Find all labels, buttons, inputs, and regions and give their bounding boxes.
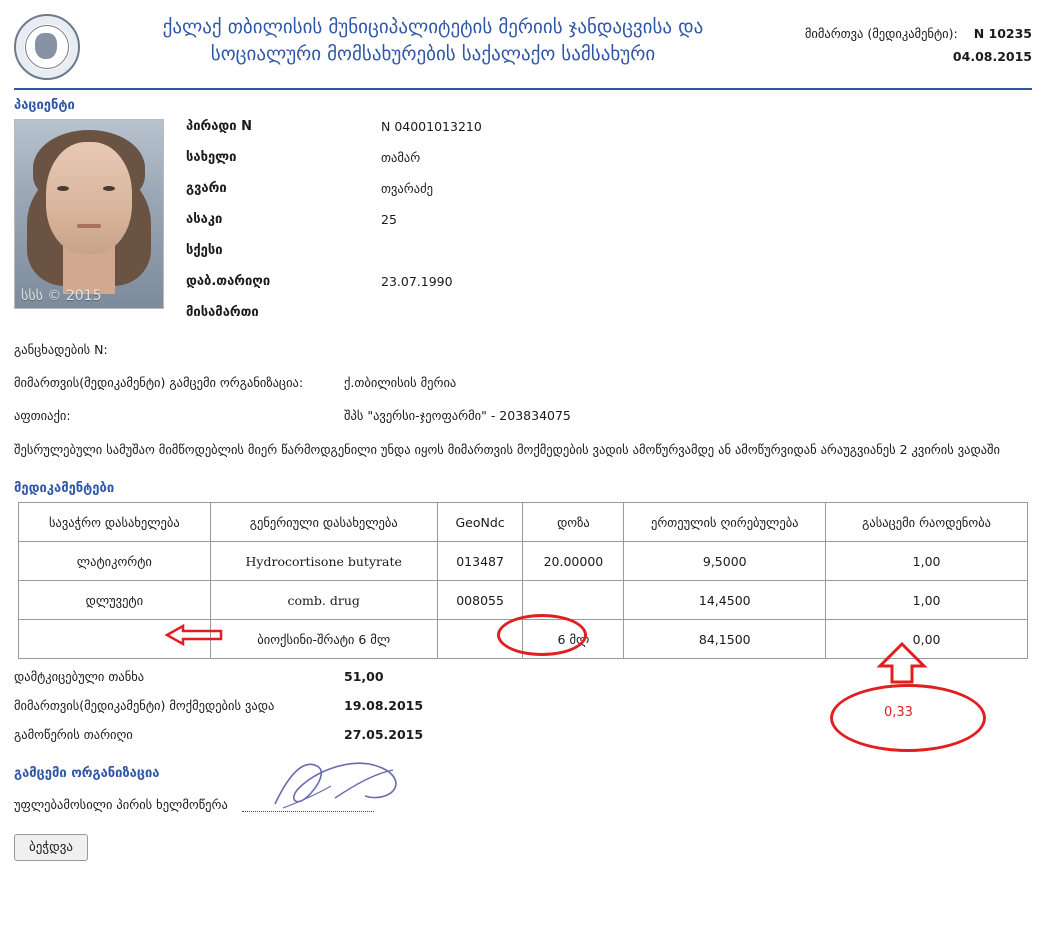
field-value: თამარ	[381, 150, 421, 165]
field-label: ასაკი	[186, 212, 223, 227]
column-header-geondc: GeoNdc	[437, 503, 523, 542]
column-header-unit-price: ერთეულის ღირებულება	[624, 503, 826, 542]
field-label: დაბ.თარიღი	[186, 274, 271, 289]
table-header-row	[19, 503, 1028, 542]
patient-section-title: პაციენტი	[14, 98, 75, 113]
patient-field-sex	[186, 243, 1046, 274]
total-row-approved-amount	[14, 669, 1046, 684]
document-title-line-2: სოციალური მომსახურების საქალაქო სამსახური	[210, 43, 656, 65]
field-value: 23.07.1990	[381, 274, 453, 289]
column-header-trade-name: სავაჭრო დასახელება	[19, 503, 211, 542]
issuer-section	[14, 766, 1046, 812]
patient-photo	[14, 119, 164, 309]
reference-label: მიმართვა (მედიკამენტი):	[804, 26, 958, 41]
cell-geondc: 013487	[437, 542, 523, 581]
cell-quantity: 0,00	[826, 620, 1028, 659]
header-divider	[14, 88, 1032, 90]
totals-block	[14, 669, 1046, 742]
cell-generic-name: ბიოქსინი-შრატი 6 მლ	[210, 620, 437, 659]
total-label: მიმართვის(მედიკამენტი) მოქმედების ვადა	[14, 698, 275, 713]
field-value: თვარაძე	[381, 181, 433, 196]
cell-geondc: 008055	[437, 581, 523, 620]
cell-trade-name: დლუვეტი	[19, 581, 211, 620]
print-button[interactable]: ბეჭდვა	[14, 834, 88, 861]
field-label: სქესი	[186, 243, 223, 258]
meta-row-pharmacy	[14, 408, 1046, 423]
meta-row-issuing-organization	[14, 375, 1046, 390]
meta-label: აფთიაქი:	[14, 408, 71, 423]
application-meta	[14, 342, 1046, 423]
total-label: გამოწერის თარიღი	[14, 727, 133, 742]
submission-note: შესრულებული სამუშაო მიმწოდებლის მიერ წარმოდგენილი უნდა იყოს მიმართვის მოქმედების ვადის ამოწურვამდე ან ამოწურვიდან არაუგვიანეს 2 კვირის ვადაში	[14, 442, 1000, 457]
cell-dose: 6 მლ	[523, 620, 624, 659]
photo-watermark: სსს © 2015	[21, 288, 102, 304]
document-date: 04.08.2015	[952, 49, 1032, 64]
column-header-quantity: გასაცემი რაოდენობა	[826, 503, 1028, 542]
meta-value: შპს "ავერსი-ჯეოფარმი" - 203834075	[344, 408, 571, 423]
column-header-dose: დოზა	[523, 503, 624, 542]
issuer-section-title: გამცემი ორგანიზაცია	[14, 766, 160, 781]
field-label: მისამართი	[186, 305, 259, 320]
cell-generic-name: Hydrocortisone butyrate	[210, 542, 437, 581]
field-value: N 04001013210	[381, 119, 482, 134]
meta-row-application-number	[14, 342, 1046, 357]
total-row-issue-date	[14, 727, 1046, 742]
patient-field-first-name	[186, 150, 1046, 181]
table-row	[19, 542, 1028, 581]
cell-quantity: 1,00	[826, 542, 1028, 581]
cell-quantity: 1,00	[826, 581, 1028, 620]
field-label: გვარი	[186, 181, 227, 196]
patient-field-age	[186, 212, 1046, 243]
cell-unit-price: 9,5000	[624, 542, 826, 581]
reference-number: N 10235	[973, 26, 1032, 41]
document-header	[0, 0, 1046, 86]
medications-table	[18, 502, 1028, 659]
meta-value	[344, 342, 1046, 357]
patient-section	[14, 119, 1046, 336]
field-label: პირადი N	[186, 119, 253, 134]
medications-section-title: მედიკამენტები	[14, 481, 115, 496]
cell-generic-name: comb. drug	[210, 581, 437, 620]
total-value: 51,00	[344, 669, 384, 684]
total-label: დამტკიცებული თანხა	[14, 669, 145, 684]
patient-field-birthdate	[186, 274, 1046, 305]
signature-label: უფლებამოსილი პირის ხელმოწერა	[14, 797, 228, 812]
table-row	[19, 620, 1028, 659]
meta-label: მიმართვის(მედიკამენტი) გამცემი ორგანიზაცია:	[14, 375, 304, 390]
signature-row	[14, 795, 1046, 812]
cell-unit-price: 84,1500	[624, 620, 826, 659]
city-seal-icon	[14, 14, 80, 80]
table-row	[19, 581, 1028, 620]
total-value: 27.05.2015	[344, 727, 424, 742]
cell-dose: 20.00000	[523, 542, 624, 581]
column-header-generic-name: გენერიული დასახელება	[210, 503, 437, 542]
cell-trade-name: ლატიკორტი	[19, 542, 211, 581]
meta-label: განცხადების N:	[14, 342, 108, 357]
document-title-line-1: ქალაქ თბილისის მუნიციპალიტეტის მერიის ჯანდაცვისა და	[162, 16, 704, 38]
title-block	[80, 12, 782, 68]
field-label: სახელი	[186, 150, 237, 165]
total-row-validity-date	[14, 698, 1046, 713]
total-value: 19.08.2015	[344, 698, 424, 713]
field-value: 25	[381, 212, 397, 227]
patient-fields	[164, 119, 1046, 336]
patient-field-address	[186, 305, 1046, 336]
patient-field-personal-number	[186, 119, 1046, 150]
header-reference-block	[782, 12, 1032, 64]
cell-trade-name	[19, 620, 211, 659]
cell-dose	[523, 581, 624, 620]
patient-field-last-name	[186, 181, 1046, 212]
cell-geondc	[437, 620, 523, 659]
cell-unit-price: 14,4500	[624, 581, 826, 620]
corrected-quantity-value: 0,33	[884, 705, 913, 720]
medications-table-wrapper	[18, 502, 1028, 659]
signature-line	[242, 795, 374, 812]
meta-value: ქ.თბილისის მერია	[344, 375, 457, 390]
